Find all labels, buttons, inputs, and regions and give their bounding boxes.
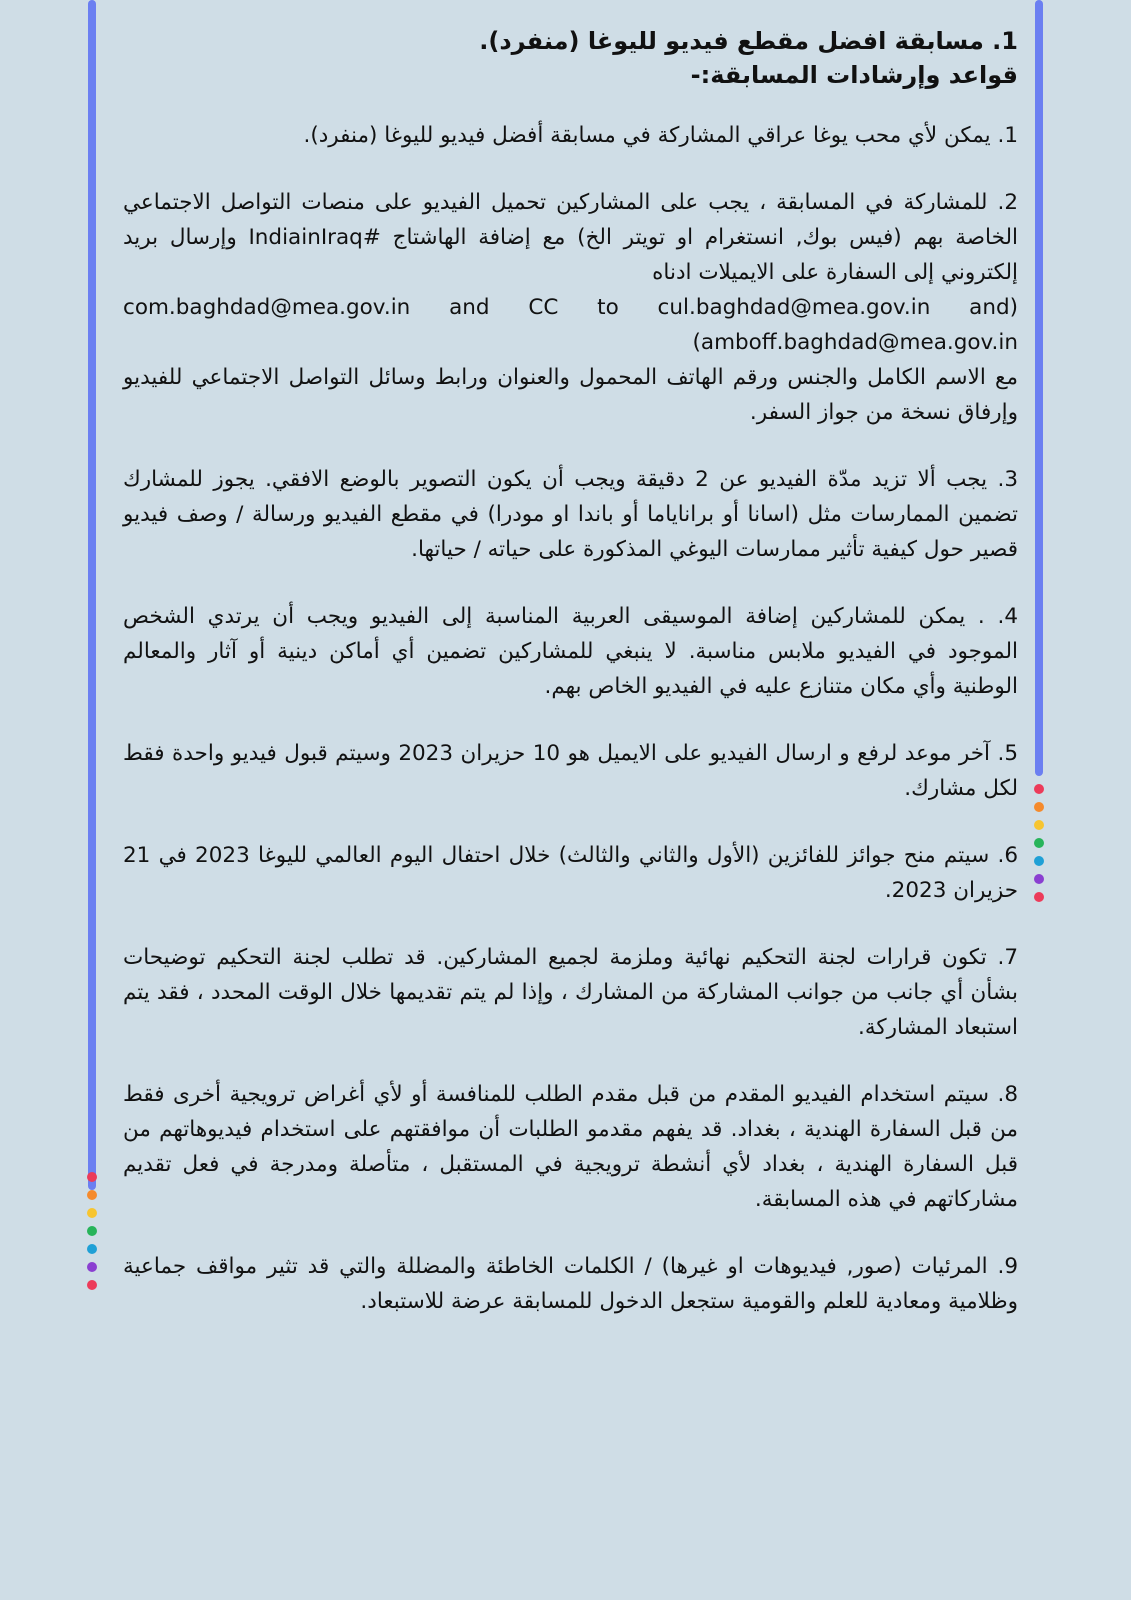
rules-heading: قواعد وإرشادات المسابقة:- [690,61,1018,89]
dot [87,1226,97,1236]
dot [1034,802,1044,812]
rule-text: 2. للمشاركة في المسابقة ، يجب على المشاركين تحميل الفيديو على منصات التواصل الاجتماعي الخاصة بهم (فيس بوك, انستغرام او تويتر الخ) مع إضافة الهاشتاج #IndiainIraq وإرسال بريد إلكتروني إلى السفارة على الايميلات ادناه [123,190,1018,285]
decorative-dots-right [1034,784,1044,910]
rule-item-3 [123,462,1018,567]
rule-item-1 [123,118,1018,153]
rule-item-7 [123,940,1018,1045]
dot [87,1190,97,1200]
rule-text: 9. المرئيات (صور, فيديوهات او غيرها) / الكلمات الخاطئة والمضللة والتي قد تثير مواقف جماعية وظلامية ومعادية للعلم والقومية ستجعل الدخول للمسابقة عرضة للاستبعاد. [123,1254,1018,1314]
document-body [123,24,1018,1351]
decorative-dots-left [87,1172,97,1298]
dot [1034,838,1044,848]
dot [87,1280,97,1290]
rule-text: 8. سيتم استخدام الفيديو المقدم من قبل مقدم الطلب للمنافسة أو لأي أغراض ترويجية أخرى فقط من قبل السفارة الهندية ، بغداد. قد يفهم مقدمو الطلبات أن موافقتهم على استخدام فيديوهاتهم من قبل السفارة الهندية ، بغداد لأي أنشطة ترويجية في المستقبل ، متأصلة ومدرجة في فعل تقديم مشاركاتهم في هذه المسابقة. [123,1082,1018,1212]
rule-item-6 [123,838,1018,908]
rule-item-9 [123,1249,1018,1319]
email-line: (amboff.baghdad@mea.gov.in [692,330,1018,355]
rule-text: 3. يجب ألا تزيد مدّة الفيديو عن 2 دقيقة ويجب أن يكون التصوير بالوضع الافقي. يجوز للمشارك تضمين الممارسات مثل (اسانا أو براناياما أو باندا او مودرا) في مقطع الفيديو ورسالة / وصف فيديو قصير حول كيفية تأثير ممارسات اليوغي المذكورة على حياته / حياتها. [123,467,1018,562]
dot [87,1172,97,1182]
dot [87,1262,97,1272]
rule-item-2 [123,185,1018,430]
email-line: com.baghdad@mea.gov.in and CC to cul.baghdad@mea.gov.in and) [123,295,1018,320]
page-title: 1. مسابقة افضل مقطع فيديو لليوغا (منفرد). [479,27,1018,55]
rule-text: 7. تكون قرارات لجنة التحكيم نهائية وملزمة لجميع المشاركين. قد تطلب لجنة التحكيم توضيحات بشأن أي جانب من جوانب المشاركة من المشارك ، وإذا لم يتم تقديمها خلال الوقت المحدد ، فقد يتم استبعاد المشاركة. [123,945,1018,1040]
dot [1034,874,1044,884]
dot [87,1244,97,1254]
decorative-bar-right [1035,0,1043,776]
rule-text: مع الاسم الكامل والجنس ورقم الهاتف المحمول والعنوان ورابط وسائل التواصل الاجتماعي للفيديو وإرفاق نسخة من جواز السفر. [123,365,1018,425]
rule-item-4 [123,599,1018,704]
dot [1034,856,1044,866]
rule-item-8 [123,1077,1018,1217]
rule-text: 1. يمكن لأي محب يوغا عراقي المشاركة في مسابقة أفضل فيديو لليوغا (منفرد). [303,123,1018,148]
dot [1034,892,1044,902]
dot [1034,820,1044,830]
decorative-bar-left [88,0,96,1190]
rule-text: 5. آخر موعد لرفع و ارسال الفيديو على الايميل هو 10 حزيران 2023 وسيتم قبول فيديو واحدة فقط لكل مشارك. [123,741,1018,801]
rule-text: 6. سيتم منح جوائز للفائزين (الأول والثاني والثالث) خلال احتفال اليوم العالمي لليوغا 2023 في 21 حزيران 2023. [123,843,1018,903]
dot [87,1208,97,1218]
dot [1034,784,1044,794]
rule-text: 4. . يمكن للمشاركين إضافة الموسيقى العربية المناسبة إلى الفيديو ويجب أن يرتدي الشخص الموجود في الفيديو ملابس مناسبة. لا ينبغي للمشاركين تضمين أي أماكن دينية أو آثار والمعالم الوطنية وأي مكان متنازع عليه في الفيديو الخاص بهم. [123,604,1018,699]
rule-item-5 [123,736,1018,806]
